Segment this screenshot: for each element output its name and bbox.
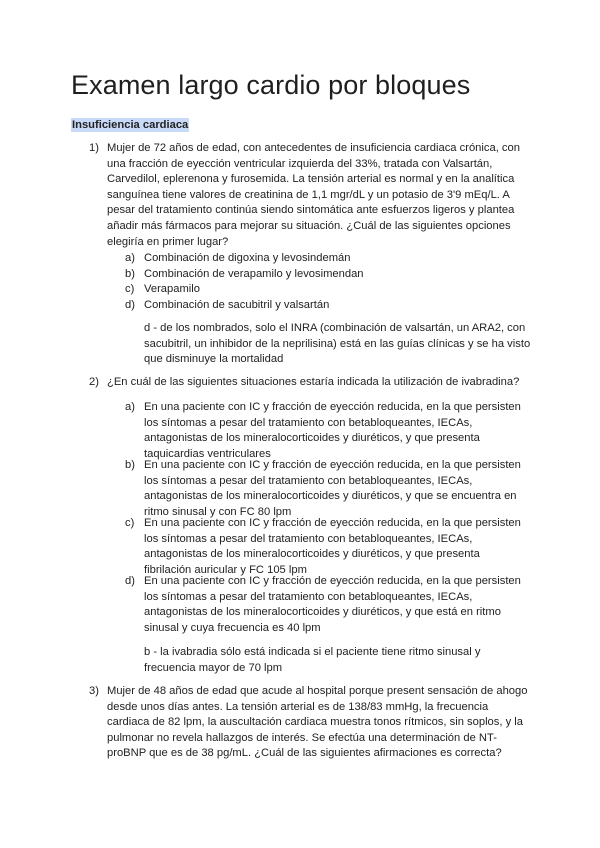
option-text: En una paciente con IC y fracción de eyección reducida, en la que persisten los síntomas a pesar del tratamiento con betabloqueantes, IECAs, antagonistas de los mineralocorticoides y diuréticos, y que se encuentra en ritmo sinusal y con FC 80 lpm [144, 459, 521, 518]
option-letter: c) [125, 517, 135, 529]
option-text: En una paciente con IC y fracción de eyección reducida, en la que persisten los síntomas a pesar del tratamiento con betabloqueantes, IECAs, antagonistas de los mineralocorticoides y diuréticos, y que está en ritmo sinusal y cuya frecuencia es 40 lpm [144, 575, 521, 634]
option-letter: d) [125, 575, 135, 587]
section-heading: Insuficiencia cardiaca [72, 119, 189, 131]
option-letter: d) [125, 299, 135, 311]
option-text: Combinación de digoxina y levosindemán [144, 252, 351, 264]
option-text: En una paciente con IC y fracción de eyección reducida, en la que persisten los síntomas a pesar del tratamiento con betabloqueantes, IECAs, antagonistas de los mineralocorticoides y diuréticos, y que presenta taquicardias ventriculares [144, 401, 521, 460]
question-number: 3) [89, 685, 99, 697]
answer-explanation: d - de los nombrados, solo el INRA (combinación de valsartán, un ARA2, con sacubitril, un inhibidor de la neprilisina) está en las guías clínicas y se ha visto que disminuye la mortalidad [144, 322, 531, 366]
answer-explanation: b - la ivabradia sólo está indicada si el paciente tiene ritmo sinusal y frecuencia mayor de 70 lpm [144, 646, 481, 674]
question-number: 2) [89, 376, 99, 388]
option-text: En una paciente con IC y fracción de eyección reducida, en la que persisten los síntomas a pesar del tratamiento con betabloqueantes, IECAs, antagonistas de los mineralocorticoides y diuréticos, y que presenta fibrilación auricular y FC 105 lpm [144, 517, 521, 576]
page-title: Examen largo cardio por bloques [71, 70, 471, 100]
option-text: Combinación de sacubitril y valsartán [144, 299, 330, 311]
option-text: Verapamilo [144, 283, 200, 295]
option-letter: c) [125, 283, 135, 295]
option-text: Combinación de verapamilo y levosimendan [144, 268, 364, 280]
option-letter: b) [125, 459, 135, 471]
option-letter: b) [125, 268, 135, 280]
question-number: 1) [89, 142, 99, 154]
question-text: Mujer de 72 años de edad, con antecedentes de insuficiencia cardiaca crónica, con una fracción de eyección ventricular izquierda del 33%, tratada con Valsartán, Carvedilol, eplerenona y furosemida. La tensión arterial es normal y en la analítica sanguínea tiene valores de creatinina de 1,1 mgr/dL y un potasio de 3'9 mEq/L. A pesar del tratamiento continúa siendo sintomática ante esfuerzos ligeros y plantea añadir más fármacos para mejorar su situación. ¿Cuál de las siguientes opciones elegiría en primer lugar? [107, 142, 520, 248]
question-text: Mujer de 48 años de edad que acude al hospital porque present sensación de ahogo desde unos días antes. La tensión arterial es de 138/83 mmHg, la frecuencia cardiaca de 82 lpm, la auscultación cardiaca muestra tonos rítmicos, sin soplos, y la pulmonar no revela hallazgos de interés. Se efectúa una determinación de NT-proBNP que es de 38 pg/mL. ¿Cuál de las siguientes afirmaciones es correcta? [107, 685, 528, 760]
question-text: ¿En cuál de las siguientes situaciones estaría indicada la utilización de ivabradina? [107, 376, 520, 388]
option-letter: a) [125, 401, 135, 413]
option-letter: a) [125, 252, 135, 264]
